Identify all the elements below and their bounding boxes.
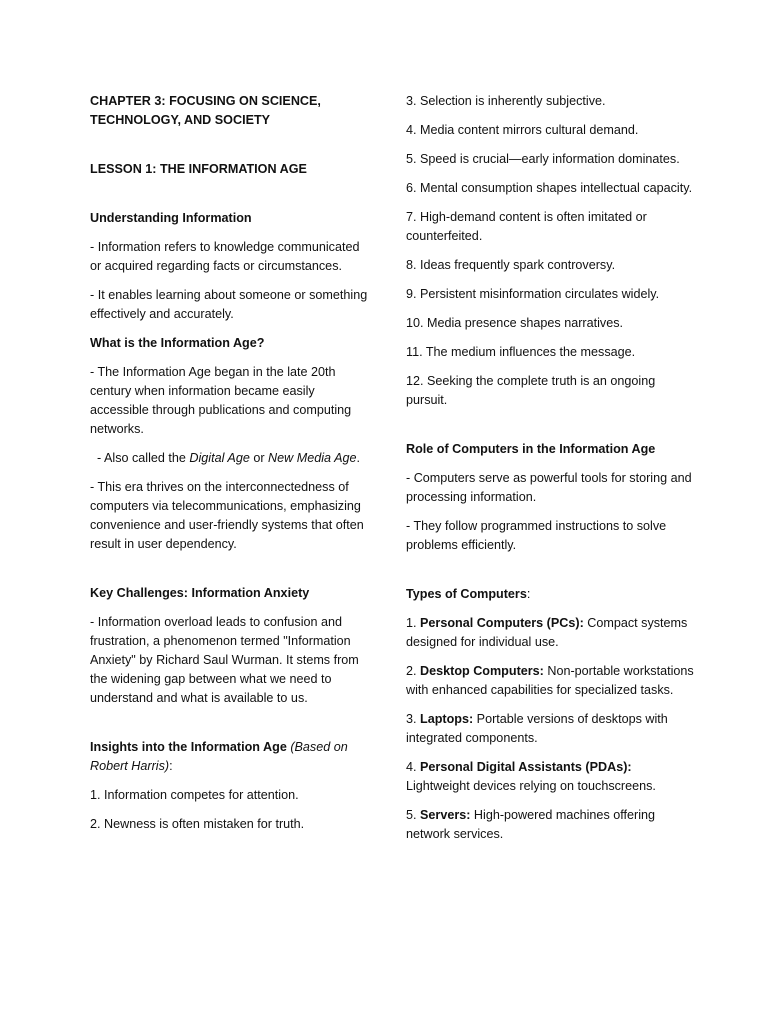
- item-number: 4.: [406, 760, 421, 774]
- what-is-paragraph-1: - The Information Age began in the late 20th century when information became easily accessible through publications and computing networks.: [90, 365, 352, 436]
- understanding-paragraph-2: - It enables learning about someone or something effectively and accurately.: [90, 288, 368, 321]
- insight-item: 3. Selection is inherently subjective.: [406, 94, 606, 108]
- what-is-paragraph-3: - This era thrives on the interconnectedness of computers via telecommunications, emphasizing convenience and user-friendly systems that often result in user dependency.: [90, 480, 364, 551]
- insight-item: 7. High-demand content is often imitated or counterfeited.: [406, 210, 647, 243]
- left-column: [90, 92, 370, 834]
- item-term: Desktop Computers:: [420, 664, 544, 678]
- item-number: 3.: [406, 712, 421, 726]
- item-description: High-powered machines offering network services.: [406, 808, 656, 841]
- understanding-paragraph-1: - Information refers to knowledge communicated or acquired regarding facts or circumstances.: [90, 240, 360, 273]
- insight-item: 4. Media content mirrors cultural demand.: [406, 123, 639, 137]
- new-media-age-term: New Media Age: [268, 451, 357, 465]
- computer-type-item: [406, 662, 696, 700]
- digital-age-term: Digital Age: [189, 451, 250, 465]
- understanding-heading: Understanding Information: [90, 211, 252, 225]
- computer-type-item: [406, 758, 696, 796]
- insight-item: 10. Media presence shapes narratives.: [406, 316, 624, 330]
- item-description: Compact systems designed for individual use.: [406, 616, 688, 649]
- item-description: Portable versions of desktops with integrated components.: [406, 712, 668, 745]
- item-description: Lightweight devices relying on touchscreens.: [406, 779, 656, 793]
- item-term: Personal Computers (PCs):: [420, 616, 584, 630]
- insight-item: 12. Seeking the complete truth is an ongoing pursuit.: [406, 374, 656, 407]
- item-number: 1.: [406, 616, 421, 630]
- insight-item: 8. Ideas frequently spark controversy.: [406, 258, 616, 272]
- insight-item: 11. The medium influences the message.: [406, 345, 636, 359]
- lesson-title: LESSON 1: THE INFORMATION AGE: [90, 162, 307, 176]
- role-paragraph-2: - They follow programmed instructions to solve problems efficiently.: [406, 519, 667, 552]
- item-term: Personal Digital Assistants (PDAs):: [420, 760, 632, 774]
- insight-item: 1. Information competes for attention.: [90, 788, 299, 802]
- item-term: Laptops:: [420, 712, 474, 726]
- role-heading: Role of Computers in the Information Age: [406, 442, 656, 456]
- types-heading-text: Types of Computers: [406, 587, 527, 601]
- insight-item: 6. Mental consumption shapes intellectual capacity.: [406, 181, 693, 195]
- also-called-prefix: - Also called the: [90, 451, 190, 465]
- chapter-title: CHAPTER 3: FOCUSING ON SCIENCE, TECHNOLOGY, AND SOCIETY: [90, 94, 321, 127]
- insights-heading-source: (Based on Robert Harris): [90, 740, 348, 773]
- types-heading-colon: :: [526, 587, 531, 601]
- challenges-paragraph: - Information overload leads to confusion and frustration, a phenomenon termed "Information Anxiety" by Richard Saul Wurman. It stems from the widening gap between what we need to understand and what is available to us.: [90, 615, 359, 705]
- computer-type-item: [406, 614, 696, 652]
- computer-type-item: [406, 806, 696, 844]
- insights-heading-colon: :: [169, 759, 173, 773]
- insight-item: 9. Persistent misinformation circulates widely.: [406, 287, 660, 301]
- item-description: Non-portable workstations with enhanced capabilities for specialized tasks.: [406, 664, 694, 697]
- what-is-heading: What is the Information Age?: [90, 336, 265, 350]
- item-number: 5.: [406, 808, 421, 822]
- also-called-paragraph: [90, 449, 370, 468]
- insights-heading: [90, 738, 370, 776]
- computer-type-item: [406, 710, 696, 748]
- item-term: Servers:: [420, 808, 471, 822]
- insight-item: 5. Speed is crucial—early information dominates.: [406, 152, 680, 166]
- item-number: 2.: [406, 664, 421, 678]
- right-column: [406, 92, 696, 844]
- or-text: or: [249, 451, 269, 465]
- challenges-heading: Key Challenges: Information Anxiety: [90, 586, 310, 600]
- insights-heading-bold: Insights into the Information Age: [90, 740, 287, 754]
- insight-item: 2. Newness is often mistaken for truth.: [90, 817, 305, 831]
- period: .: [356, 451, 360, 465]
- role-paragraph-1: - Computers serve as powerful tools for storing and processing information.: [406, 471, 692, 504]
- types-heading: [406, 585, 696, 604]
